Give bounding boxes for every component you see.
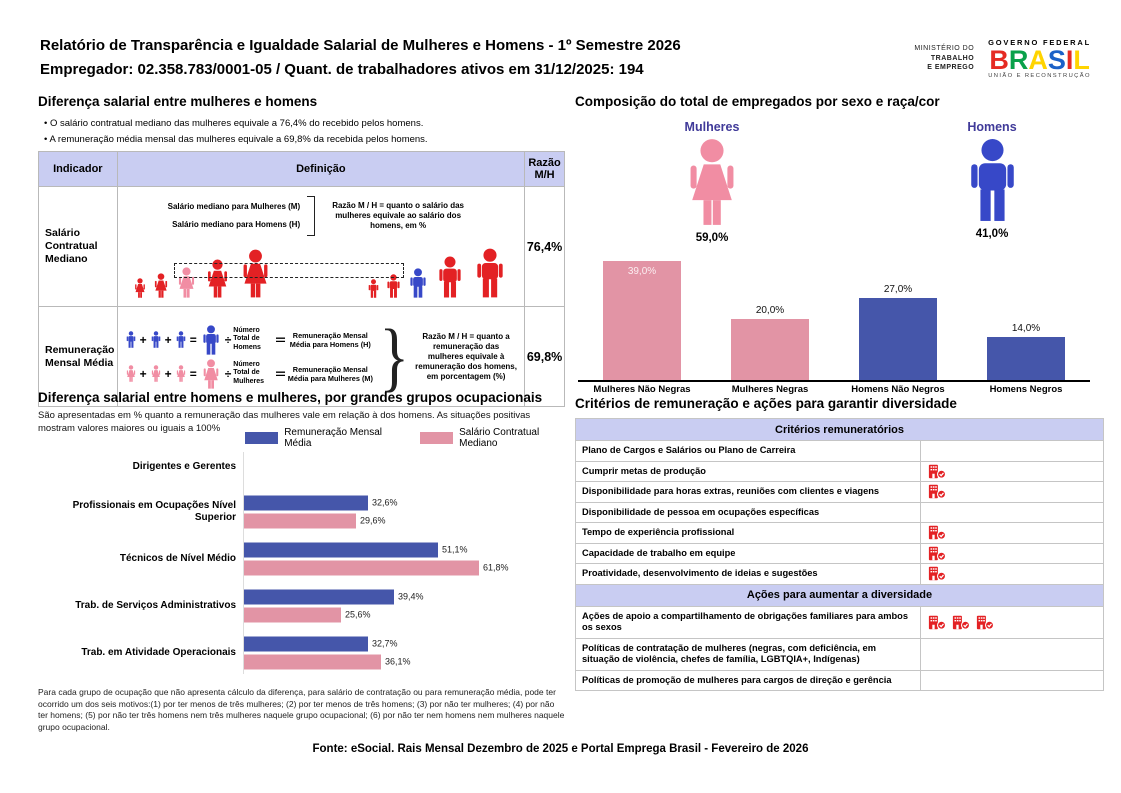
- person-male-icon: [174, 331, 188, 348]
- criteria-row: [576, 544, 1103, 565]
- legend-swatch: [245, 432, 278, 444]
- criteria-row: [576, 564, 1103, 585]
- bar: [244, 654, 381, 669]
- ministry-line1: MINISTÉRIO DO: [914, 45, 975, 53]
- criteria-icons-cell: [920, 544, 1103, 564]
- criteria-label: Plano de Cargos e Salários ou Plano de Carreira: [582, 445, 796, 455]
- report-title-line2: Empregador: 02.358.783/0001-05 / Quant. de trabalhadores ativos em 31/12/2025: 194: [40, 61, 644, 78]
- person-male-icon: [433, 256, 467, 298]
- ministry-logo: [914, 44, 974, 73]
- x-axis-label: Mulheres Não Negras: [593, 384, 691, 395]
- category-label: Profissionais em Ocupações Nível Superior: [72, 499, 236, 523]
- criteria-icons-cell: [920, 671, 1103, 691]
- composition-title: Composição do total de empregados por sexo e raça/cor: [575, 94, 940, 109]
- occupational-section: [38, 390, 565, 449]
- composition-bar-column: [987, 323, 1065, 380]
- gov-bottom-label: UNIÃO E RECONSTRUÇÃO: [988, 73, 1091, 79]
- composition-people: [575, 120, 1090, 246]
- report-title: [40, 34, 681, 82]
- composition-bar-column: [859, 284, 937, 380]
- criteria-icons-cell: [920, 441, 1103, 461]
- bar: [987, 337, 1065, 380]
- criteria-row: [576, 671, 1103, 692]
- median-ratio-note: Razão M / H = quanto o salário das mulheres equivale ao salário dos homens, em %: [332, 200, 465, 230]
- person-male-icon: [149, 331, 163, 348]
- brasil-letter: R: [1008, 45, 1029, 75]
- median-dashed-box: [174, 263, 404, 278]
- brasil-letter: I: [1065, 45, 1074, 75]
- person-female-icon: [199, 359, 223, 389]
- bar: [244, 560, 479, 575]
- ratio-value-media: 69,8%: [525, 307, 565, 407]
- person-male-icon: [959, 138, 1026, 222]
- mulheres-label: Mulheres: [684, 120, 740, 134]
- criteria-label: Proatividade, desenvolvimento de ideias e sugestões: [582, 568, 818, 578]
- bar: [244, 495, 368, 510]
- ministry-line3: E EMPREGO: [927, 64, 975, 72]
- divisor-label: Número Total de Homens: [233, 326, 261, 351]
- person-male-icon: [124, 331, 138, 348]
- bar-value-label: 25,6%: [345, 609, 371, 620]
- salary-gap-title: Diferença salarial entre mulheres e homens: [38, 94, 318, 109]
- brasil-letter: L: [1073, 45, 1090, 75]
- mulheres-block: [647, 120, 777, 244]
- criteria-row: [576, 441, 1103, 462]
- salary-gap-table-header-row: [39, 152, 565, 187]
- homens-block: [927, 120, 1057, 240]
- bar-line: [244, 636, 411, 651]
- criteria-row: [576, 607, 1103, 639]
- occupational-title: Diferença salarial entre homens e mulheres, por grandes grupos ocupacionais: [38, 390, 543, 405]
- person-female-icon: [149, 365, 163, 382]
- male-icon: [927, 138, 1057, 227]
- brasil-wordmark: [988, 47, 1091, 73]
- bar-value-label: 39,0%: [627, 266, 657, 277]
- bar-line: [244, 542, 509, 557]
- female-icon: [647, 138, 777, 231]
- table-row-salario-mediano: [39, 187, 565, 307]
- composition-x-labels: [578, 384, 1090, 395]
- bar-line: [244, 589, 424, 604]
- criteria-label: Políticas de contratação de mulheres (negras, com deficiência, em situação de violência, chefes de família, LGBTQIA+, Indígenas): [582, 642, 876, 664]
- criteria-table: [575, 418, 1104, 691]
- person-male-icon: [366, 279, 381, 298]
- formula-line: + + = ÷ Número Total de Mulheres = Remuneração Mensal Média para Mulheres (M): [124, 359, 375, 389]
- report-title-line1: Relatório de Transparência e Igualdade Salarial de Mulheres e Homens - 1º Semestre 2026: [40, 37, 681, 54]
- company-check-icon: [928, 546, 946, 561]
- bar-value-label: 36,1%: [385, 656, 411, 667]
- criteria-row: [576, 523, 1103, 544]
- indicator-label: Remuneração Mensal Média: [39, 307, 118, 407]
- person-male-icon: [199, 325, 223, 355]
- category-bars: [244, 495, 398, 528]
- legend-label: Remuneração Mensal Média: [284, 427, 383, 449]
- salary-gap-bullets: [38, 116, 565, 148]
- criteria-row: [576, 503, 1103, 524]
- category-label: Dirigentes e Gerentes: [132, 461, 236, 472]
- divisor-label: Número Total de Mulheres: [233, 360, 265, 385]
- bar-value-label: 32,6%: [372, 497, 398, 508]
- company-check-icon: [928, 615, 946, 630]
- company-check-icon: [952, 615, 970, 630]
- bar-value-label: 51,1%: [442, 544, 468, 555]
- median-figures-diagram: [124, 242, 518, 298]
- occupational-category-row: [38, 629, 565, 676]
- median-def-line1: Salário mediano para Mulheres (M): [167, 202, 301, 211]
- criteria-icons-cell: [920, 564, 1103, 584]
- criteria-row: [576, 482, 1103, 503]
- category-label: Trab. em Atividade Operacionais: [81, 646, 236, 658]
- brace-shape: }: [379, 314, 410, 399]
- bar-value-label: 32,7%: [372, 638, 398, 649]
- company-check-icon: [928, 464, 946, 479]
- result-label: Remuneração Mensal Média para Mulheres (M): [287, 364, 373, 383]
- bar: [244, 607, 341, 622]
- definition-cell-mediano: [117, 187, 524, 307]
- criteria-icons-cell: [920, 607, 1103, 638]
- occupational-category-row: [38, 446, 565, 488]
- source-footer: Fonte: eSocial. Rais Mensal Dezembro de 2025 e Portal Emprega Brasil - Fevereiro de 2026: [312, 743, 809, 755]
- x-axis-label: Homens Não Negros: [851, 384, 945, 395]
- salary-gap-table: [38, 151, 565, 407]
- col-header-razao: Razão M/H: [525, 152, 565, 187]
- mean-ratio-note: Razão M / H = quanto a remuneração das mulheres equivale à remuneração dos homens, em porcentagem (%): [415, 331, 517, 381]
- company-check-icon: [976, 615, 994, 630]
- occupational-footnote: Para cada grupo de ocupação que não apresenta cálculo da diferença, para salário de contratação ou para remuneração média, pode ter ocorrido um dos seis motivos:(1) por ter menos de três mulheres; (2) por ter menos de três homens; (3) por não ter mulheres; (4) por não ter homens; (5) por não ter três homens nem três mulheres naquele grupo ocupacional; (6) por não ter nem homens nem mulheres naquele grupo ocupacional.: [38, 687, 565, 732]
- bar-value-label: 27,0%: [883, 284, 913, 295]
- category-bars: [244, 636, 411, 669]
- criteria-label: Disponibilidade para horas extras, reuniões com clientes e viagens: [582, 486, 880, 496]
- brasil-letter: S: [1047, 45, 1066, 75]
- occupational-category-row: [38, 582, 565, 629]
- person-female-icon: [174, 365, 188, 382]
- mean-formula-diagram: [124, 325, 375, 389]
- occupational-subtitle: São apresentadas em % quanto a remuneração das mulheres vale em relação à dos homens. As situações positivas mostram valores maiores ou iguais a 100%: [38, 410, 531, 434]
- criteria-row: [576, 639, 1103, 671]
- criteria-label: Políticas de promoção de mulheres para cargos de direção e gerência: [582, 674, 892, 685]
- person-female-icon: [677, 138, 747, 226]
- x-axis-label: Homens Negros: [989, 384, 1063, 395]
- brasil-letter: A: [1028, 45, 1048, 75]
- person-male-icon: [470, 248, 510, 298]
- legend-label: Salário Contratual Mediano: [459, 427, 540, 449]
- bracket-shape: [307, 196, 315, 236]
- bar-value-label: 29,6%: [360, 515, 386, 526]
- ministry-line2: TRABALHO: [930, 54, 975, 62]
- col-header-indicador: Indicador: [39, 152, 118, 187]
- salary-gap-bullet-2: • A remuneração média mensal das mulheres equivale a 69,8% da recebida pelos homens.: [44, 132, 565, 148]
- median-def-line2: Salário mediano para Homens (H): [172, 220, 301, 229]
- indicator-label: Salário Contratual Mediano: [39, 187, 118, 307]
- bar-value-label: 61,8%: [483, 562, 509, 573]
- person-male-icon: [406, 268, 430, 298]
- company-check-icon: [928, 525, 946, 540]
- category-label: Trab. de Serviços Administrativos: [75, 599, 236, 611]
- bar-value-label: 39,4%: [398, 591, 424, 602]
- header-logos: [914, 38, 1091, 79]
- person-female-icon: [124, 365, 138, 382]
- company-check-icon: [928, 566, 946, 581]
- formula-line: + + = ÷ Número Total de Homens = Remuneração Mensal Média para Homens (H): [124, 325, 375, 355]
- bar: [731, 319, 809, 380]
- criteria-section-header: Critérios remuneratórios: [576, 419, 1103, 441]
- criteria-title: Critérios de remuneração e ações para garantir diversidade: [575, 396, 957, 411]
- criteria-icons-cell: [920, 462, 1103, 482]
- x-axis-label: Mulheres Negras: [731, 384, 809, 395]
- bar: [244, 589, 394, 604]
- bar-value-label: 20,0%: [755, 305, 785, 316]
- occupational-bar-chart: [38, 446, 565, 678]
- criteria-icons-cell: [920, 523, 1103, 543]
- criteria-label: Capacidade de trabalho em equipe: [582, 547, 736, 558]
- bar: [244, 636, 368, 651]
- category-label: Técnicos de Nível Médio: [119, 552, 236, 564]
- person-female-icon: [132, 278, 148, 298]
- col-header-definicao: Definição: [117, 152, 524, 187]
- homens-label: Homens: [967, 120, 1017, 134]
- bar-line: [244, 607, 424, 622]
- composition-bar-column: [731, 305, 809, 380]
- bar: [244, 513, 356, 528]
- category-bars: [244, 542, 509, 575]
- governo-federal-logo: [988, 38, 1091, 79]
- criteria-section-header: Ações para aumentar a diversidade: [576, 585, 1103, 607]
- criteria-icons-cell: [920, 503, 1103, 523]
- criteria-icons-cell: [920, 639, 1103, 670]
- occupational-category-row: [38, 488, 565, 535]
- gov-top-label: GOVERNO FEDERAL: [988, 38, 1091, 47]
- mulheres-percent: 59,0%: [695, 232, 729, 244]
- salary-gap-section: [38, 94, 565, 148]
- composition-bar-column: [603, 261, 681, 380]
- homens-percent: 41,0%: [975, 228, 1009, 240]
- occupational-category-row: [38, 535, 565, 582]
- criteria-label: Tempo de experiência profissional: [582, 527, 735, 537]
- criteria-label: Disponibilidade de pessoa em ocupações específicas: [582, 506, 820, 517]
- criteria-row: [576, 462, 1103, 483]
- bar: [603, 261, 681, 380]
- bar-line: [244, 513, 398, 528]
- brasil-letter: B: [989, 45, 1009, 75]
- result-label: Remuneração Mensal Média para Homens (H): [289, 330, 371, 349]
- criteria-label: Ações de apoio a compartilhamento de obrigações familiares para ambos os sexos: [582, 610, 909, 632]
- legend-swatch: [420, 432, 453, 444]
- bar-line: [244, 560, 509, 575]
- salary-gap-bullet-1: • O salário contratual mediano das mulheres equivale a 76,4% do recebido pelos homens.: [44, 116, 565, 132]
- bar-line: [244, 495, 398, 510]
- company-check-icon: [928, 484, 946, 499]
- bar-value-label: 14,0%: [1011, 323, 1041, 334]
- criteria-label: Cumprir metas de produção: [582, 465, 706, 476]
- ratio-value-mediano: 76,4%: [525, 187, 565, 307]
- bar: [859, 298, 937, 380]
- bar: [244, 542, 438, 557]
- composition-bar-chart: [578, 248, 1090, 382]
- criteria-icons-cell: [920, 482, 1103, 502]
- person-female-icon: [151, 273, 171, 298]
- bar-line: [244, 654, 411, 669]
- category-bars: [244, 589, 424, 622]
